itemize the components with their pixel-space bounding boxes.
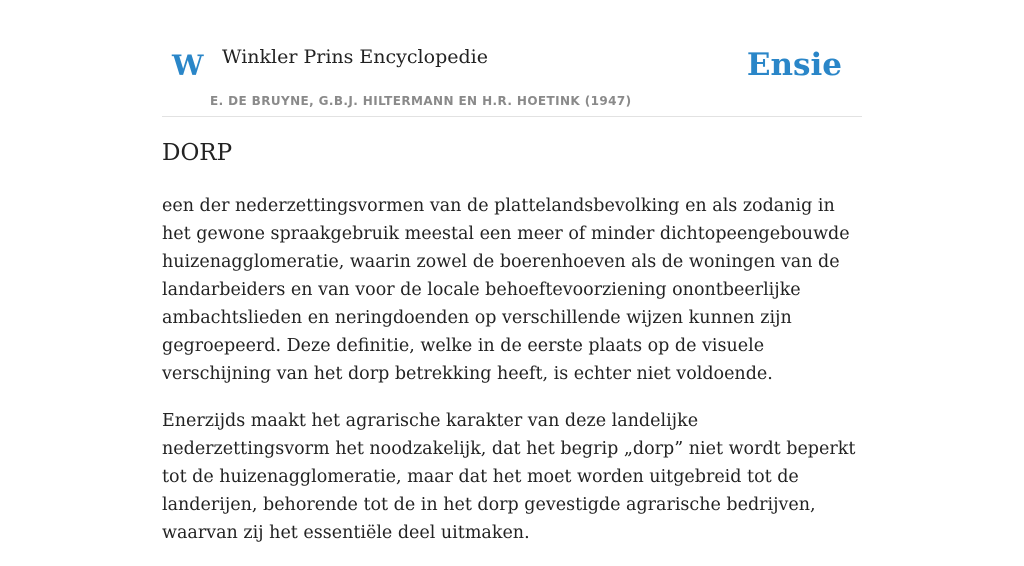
- source-authors: E. DE BRUYNE, G.B.J. HILTERMANN EN H.R. HOETINK (1947): [210, 94, 632, 108]
- article-paragraph: een der nederzettingsvormen van de plattelandsbevolking en als zodanig in het gewone spraakgebruik meestal een meer of minder dichtopeengebouwde huizenagglomeratie, waarin zowel de boerenhoeven als de woningen van de landarbeiders en van voor de locale behoeftevoorziening onontbeerlijke ambachtslieden en neringdoenden op verschillende wijzen kunnen zijn gegroepeerd. Deze definitie, welke in de eerste plaats op de visuele verschijning van het dorp betrekking heeft, is echter niet voldoende.: [162, 196, 850, 384]
- article-body: [162, 192, 862, 566]
- winkler-prins-logo-icon[interactable]: W: [172, 49, 204, 82]
- source-title-link[interactable]: Winkler Prins Encyclopedie: [222, 46, 488, 68]
- ensie-logo-link[interactable]: Ensie: [746, 47, 842, 83]
- source-header: [162, 30, 862, 117]
- article-title: DORP: [162, 140, 233, 166]
- article-paragraph: Enerzijds maakt het agrarische karakter van deze landelijke nederzettingsvorm het noodzakelijk, dat het begrip „dorp” niet wordt beperkt tot de huizenagglomeratie, maar dat het moet worden uitgebreid tot de landerijen, behorende tot de in het dorp gevestigde agrarische bedrijven, waarvan zij het essentiële deel uitmaken.: [162, 411, 856, 543]
